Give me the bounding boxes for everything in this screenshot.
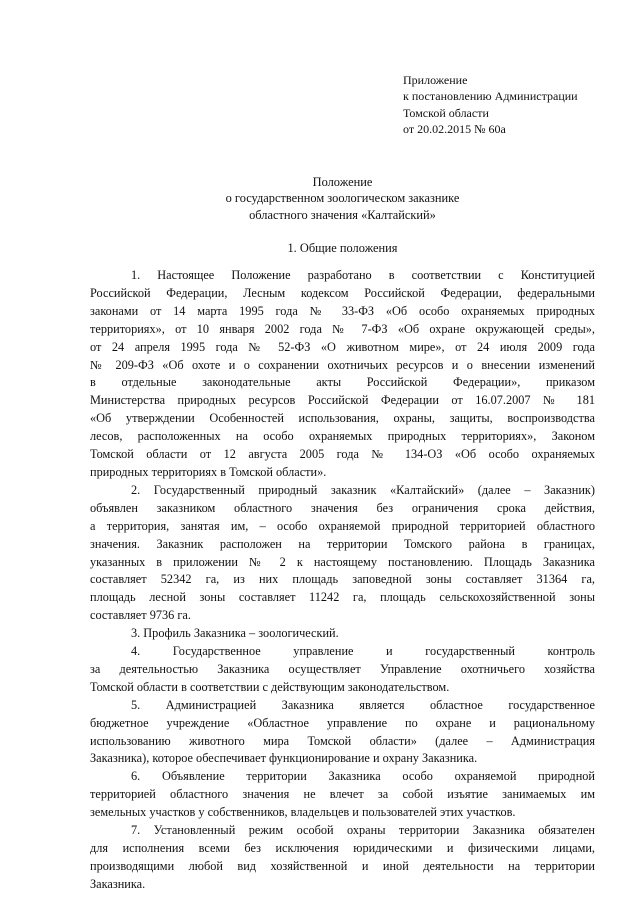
paragraph-line: указанных в приложении № 2 к настоящему постановлению. Площадь Заказника [90,554,595,569]
paragraph-line: 2. Государственный природный заказник «Калтайский» (далее – Заказник) [131,482,595,497]
paragraph-3 [90,625,595,643]
paragraph-line: 1. Настоящее Положение разработано в соответствии с Конституцией [131,268,595,282]
paragraph-line: объявлен заказником областного значения без ограничения срока действия, [90,500,595,515]
approval-block [403,72,635,137]
title-line: Положение [312,175,373,189]
paragraph-2 [90,482,595,625]
paragraph-line: № 209-ФЗ «Об охоте и о сохранении охотничьих ресурсов и о внесении изменений [90,357,595,372]
document-title [90,174,595,223]
paragraph-4 [90,643,595,697]
paragraph-line: площадь лесной зоны составляет 11242 га, площадь сельскохозяйственной зоны [90,590,595,605]
title-line: областного значения «Калтайский» [249,207,436,222]
paragraph-line: составляет 52342 га, из них площадь заповедной зоны составляет 31364 га, [90,572,595,587]
paragraph-line: Томской области от 12 августа 2005 года № 134-ОЗ «Об особо охраняемых [90,447,595,462]
paragraph-line: значения. Заказник расположен на территории Томского района в границах, [90,536,595,551]
paragraph-line: территорией областного значения не влечет за собой изъятие занимаемых им [90,787,595,802]
approval-line: Томской области [403,105,489,120]
paragraph-line: законами от 14 марта 1995 года № 33-ФЗ «Об особо охраняемых природных [90,303,595,318]
paragraph-line: 4. Государственное управление и государственный контроль [131,644,595,659]
paragraph-line: территориях», от 10 января 2002 года № 7-ФЗ «Об охране окружающей среды», [90,321,595,336]
paragraph-5 [90,697,595,769]
paragraph-line: бюджетное учреждение «Областное управление по охране и рациональному [90,715,595,730]
paragraph-line: составляет 9736 га. [90,608,191,623]
paragraph-7 [90,822,595,894]
approval-line: к постановлению Администрации [403,89,578,104]
paragraph-line: 7. Установленный режим особой охраны территории Заказника обязателен [131,823,595,838]
paragraph-line: «Об утверждении Особенностей использования, охраны, защиты, воспроизводства [90,411,595,426]
paragraph-line: Заказника), которое обеспечивает функционирование и охрану Заказника. [90,751,478,766]
paragraph-6 [90,768,595,822]
paragraph-1 [90,267,595,482]
approval-line: Приложение [403,73,468,87]
paragraph-line: земельных участков у собственников, владельцев и пользователей этих участков. [90,805,516,820]
paragraph-line: 3. Профиль Заказника – зоологический. [131,626,339,641]
title-line: о государственном зоологическом заказнике [225,191,460,206]
paragraph-line: Томской области в соответствии с действующим законодательством. [90,679,450,694]
paragraph-line: использованию животного мира Томской области» (далее – Администрация [90,733,595,748]
paragraph-line: природных территориях в Томской области». [90,464,327,479]
paragraph-line: 5. Администрацией Заказника является областное государственное [131,697,595,712]
paragraph-line: за деятельностью Заказника осуществляет Управление охотничьего хозяйства [90,661,595,676]
paragraph-line: от 24 апреля 1995 года № 52-ФЗ «О животном мире», от 24 июля 2009 года [90,339,595,354]
paragraph-line: Заказника. [90,876,146,891]
paragraph-line: в отдельные законодательные акты Российской Федерации», приказом [90,375,595,390]
paragraph-line: 6. Объявление территории Заказника особо охраняемой природной [131,769,595,784]
paragraph-line: лесов, расположенных на особо охраняемых природных территориях», Законом [90,429,595,444]
approval-line: от 20.02.2015 № 60а [403,121,506,136]
paragraph-line: а территория, занятая им, – особо охраняемой природной территорией областного [90,518,595,533]
paragraph-line: Министерства природных ресурсов Российской Федерации от 16.07.2007 № 181 [90,393,595,408]
document-body [90,267,595,894]
paragraph-line: Российской Федерации, Лесным кодексом Российской Федерации, федеральными [90,285,595,300]
paragraph-line: для исполнения всеми без исключения юридическими и физическими лицами, [90,841,595,855]
paragraph-line: производящими любой вид хозяйственной и иной деятельности на территории [90,858,595,873]
section-heading: 1. Общие положения [287,241,398,255]
